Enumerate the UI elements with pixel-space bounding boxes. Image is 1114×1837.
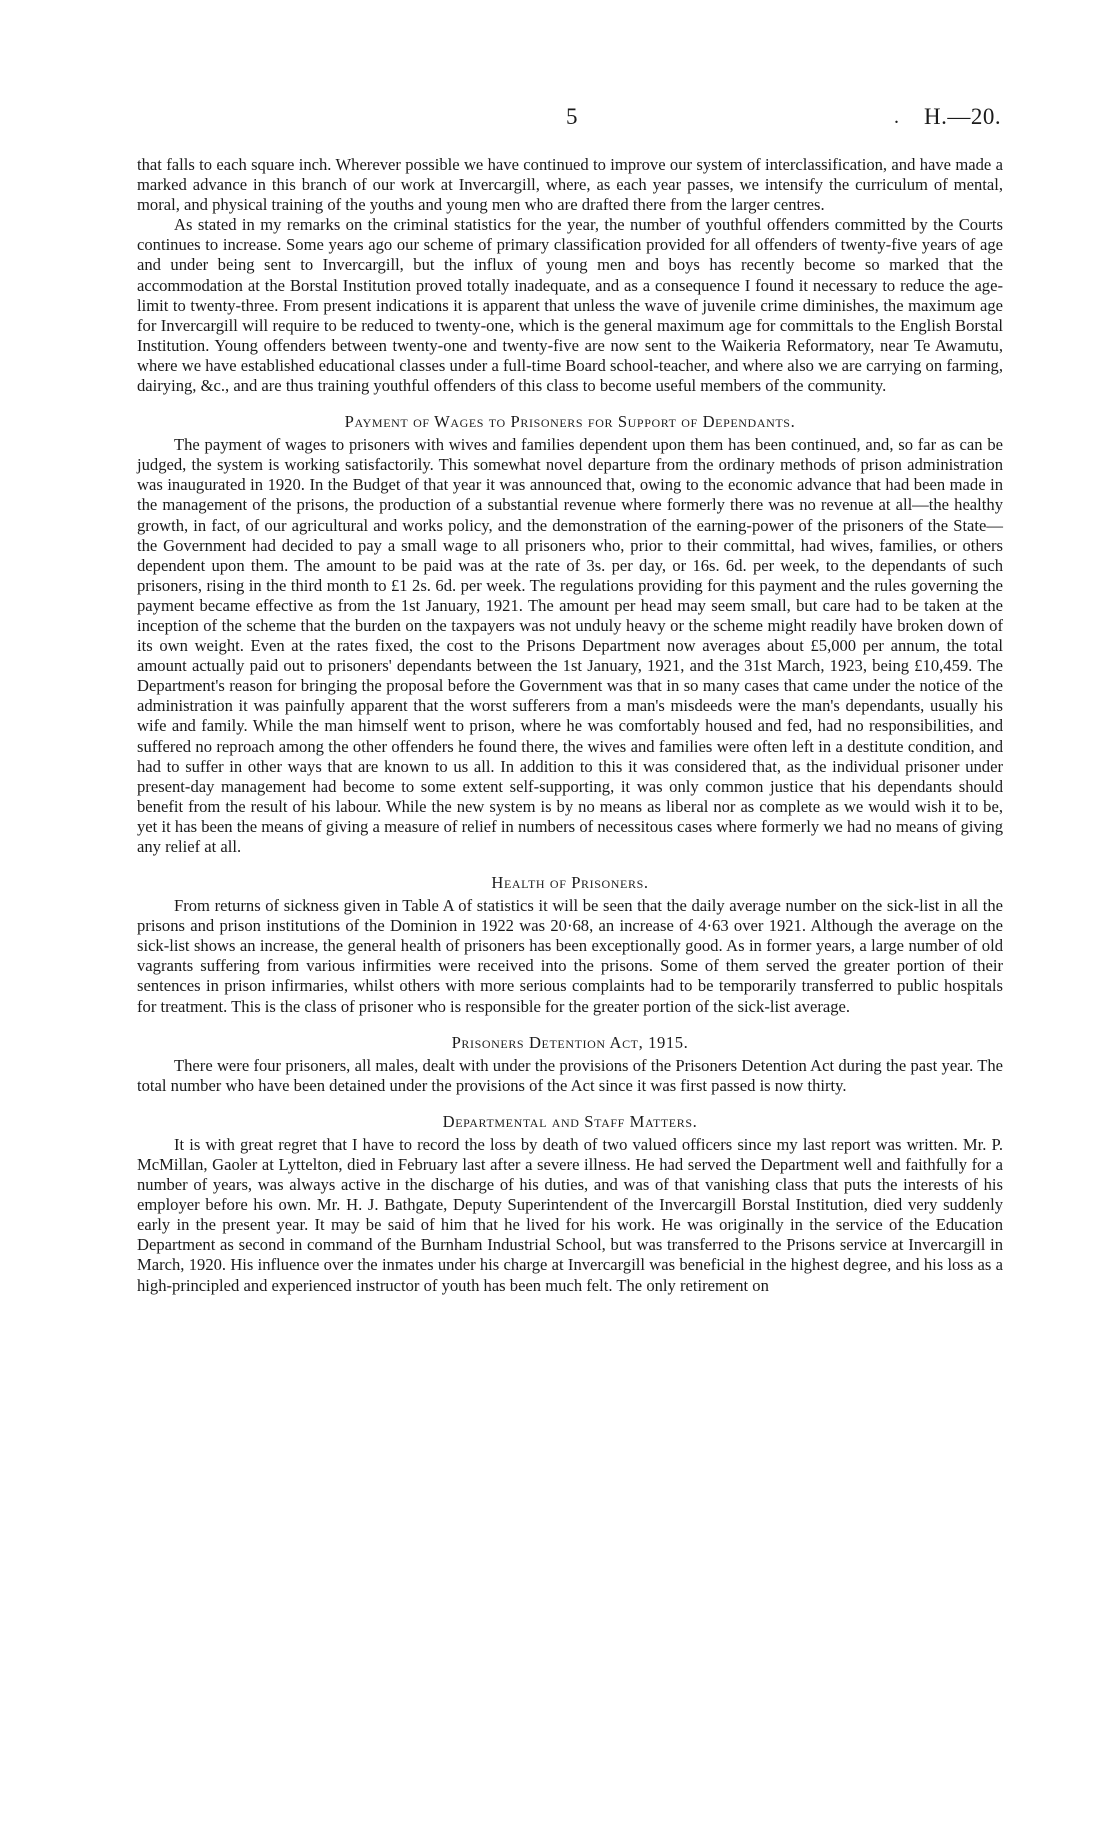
body-text [137, 155, 1003, 1296]
section-heading-health-of-prisoners: Health of Prisoners. [491, 873, 649, 893]
intro-paragraph-1: that falls to each square inch. Wherever possible we have continued to improve our system of interclassification, and have made a marked advance in this branch of our work at Invercargill, where, as each year passes, we intensify the curriculum of mental, moral, and physical training of the youths and young men who are drafted there from the larger centres. [137, 155, 1003, 215]
section-paragraph-health-of-prisoners: From returns of sickness given in Table A of statistics it will be seen that the daily average number on the sick-list in all the prisons and prison institutions of the Dominion in 1922 was 20·68, an increase of 4·63 over 1921. Although the average on the sick-list shows an increase, the general health of prisoners has been exceptionally good. As in former years, a large number of old vagrants suffering from various infirmities were received into the prisons. Some of them served the greater portion of their sentences in prison infirmaries, whilst others with more serious complaints had to be temporarily transferred to public hospitals for treatment. This is the class of prisoner who is responsible for the greater portion of the sick-list average. [137, 896, 1003, 1016]
header-dot: . [894, 106, 899, 128]
section-paragraph-prisoners-detention-act: There were four prisoners, all males, dealt with under the provisions of the Prisoners Detention Act during the past year. The total number who have been detained under the provisions of the Act since it was first passed is now thirty. [137, 1055, 1003, 1095]
intro-paragraph-2: As stated in my remarks on the criminal statistics for the year, the number of youthful offenders committed by the Courts continues to increase. Some years ago our scheme of primary classification provided for all offenders of twenty-five years of age and under being sent to Invercargill, but the influx of young men and boys has recently become so marked that the accommodation at the Borstal Institution proved totally inadequate, and as a consequence I found it necessary to reduce the age-limit to twenty-three. From present indications it is apparent that unless the wave of juvenile crime diminishes, the maximum age for Invercargill will require to be reduced to twenty-one, which is the general maximum age for committals to the English Borstal Institution. Young offenders between twenty-one and twenty-five are now sent to the Waikeria Reformatory, near Te Awamutu, where we have established educational classes under a full-time Board school-teacher, and where also we are carrying on farming, dairying, &c., and are thus training youthful offenders of this class to become useful members of the community. [137, 215, 1003, 396]
section-paragraph-departmental-staff-matters: It is with great regret that I have to record the loss by death of two valued officers since my last report was written. Mr. P. McMillan, Gaoler at Lyttelton, died in February last after a severe illness. He had served the Department well and faithfully for a number of years, was always active in the discharge of his duties, and was of that vanishing class that puts the interests of his employer before his own. Mr. H. J. Bathgate, Deputy Superintendent of the Invercargill Borstal Institution, died very suddenly early in the present year. It may be said of him that he lived for his work. He was originally in the service of the Education Department as second in command of the Burnham Industrial School, but was transferred to the Prisons service at Invercargill in March, 1920. His influence over the inmates under his charge at Invercargill was beneficial in the highest degree, and his loss as a high-principled and experienced instructor of youth has been much felt. The only retirement on [137, 1134, 1003, 1295]
section-heading-prisoners-detention-act: Prisoners Detention Act, 1915. [451, 1032, 689, 1052]
document-reference: H.—20. [924, 104, 1002, 129]
section-heading-payment-of-wages: Payment of Wages to Prisoners for Support of Dependants. [344, 412, 796, 432]
section-paragraph-payment-of-wages: The payment of wages to prisoners with wives and families dependent upon them has been continued, and, so far as can be judged, the system is working satisfactorily. This somewhat novel departure from the ordinary methods of prison administration was inaugurated in 1920. In the Budget of that year it was announced that, owing to the economic advance that had been made in the management of the prisons, the production of a substantial revenue where formerly there was no revenue at all—the healthy growth, in fact, of our agricultural and works policy, and the demonstration of the earning-power of the prisoners of the State—the Government had decided to pay a small wage to all prisoners who, prior to their committal, had wives, families, or others dependent upon them. The amount to be paid was at the rate of 3s. per day, or 16s. 6d. per week, to the dependants of such prisoners, rising in the third month to £1 2s. 6d. per week. The regulations providing for this payment and the rules governing the payment became effective as from the 1st January, 1921. The amount per head may seem small, but care had to be taken at the inception of the scheme that the burden on the taxpayers was not unduly heavy or the scheme might readily have broken down of its own weight. Even at the rates fixed, the cost to the Prisons Department now averages about £5,000 per annum, the total amount actually paid out to prisoners' dependants between the 1st January, 1921, and the 31st March, 1923, being £10,459. The Department's reason for bringing the proposal before the Government was that in so many cases that came under the notice of the administration it was painfully apparent that the worst sufferers from a man's misdeeds were the man's dependants, usually his wife and family. While the man himself went to prison, where he was comfortably housed and fed, had no responsibilities, and suffered no reproach among the other offenders he found there, the wives and families were often left in a destitute condition, and had to suffer in other ways that are known to us all. In addition to this it was considered that, as the individual prisoner under present-day management had become to some extent self-supporting, it was only common justice that his dependants should benefit from the result of his labour. While the new system is by no means as liberal nor as complete as we would wish it to be, yet it has been the means of giving a measure of relief in numbers of necessitous cases where formerly we had no means of giving any relief at all. [137, 435, 1003, 856]
page-number: 5 [566, 104, 578, 129]
page-header [0, 104, 1114, 144]
section-heading-departmental-staff-matters: Departmental and Staff Matters. [442, 1111, 698, 1131]
